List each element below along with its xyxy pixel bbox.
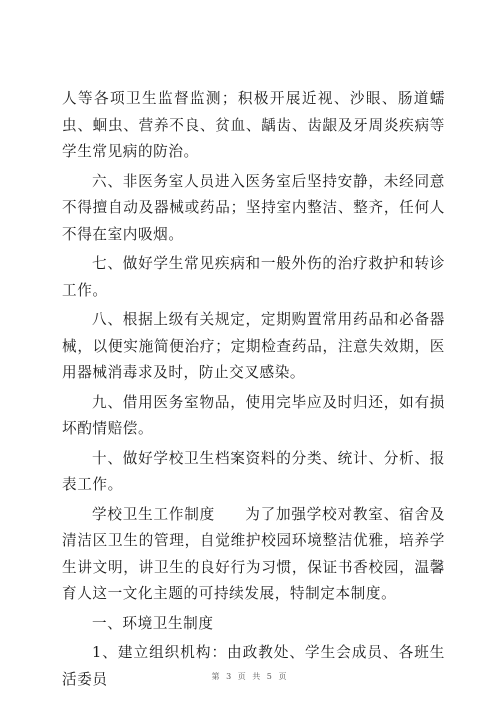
section-body: 为了加强学校对教室、宿舍及清洁区卫生的管理，自觉维护校园环境整洁优雅，培养学生讲文明，讲卫生的良好行为习惯，保证书香校园，温馨育人这一文化主题的可持续发展，特制定本制度。 <box>62 505 445 602</box>
paragraph-p4: 八、根据上级有关规定，定期购置常用药品和必备器械，以便实施简便治疗；定期检查药品，注意失效期，医用器械消毒求及时，防止交叉感染。 <box>62 311 445 381</box>
paragraph-p5: 九、借用医务室物品，使用完毕应及时归还，如有损坏酌情赔偿。 <box>62 393 445 437</box>
document-body <box>62 86 445 696</box>
paragraph-p3: 七、做好学生常见疾病和一般外伤的治疗救护和转诊工作。 <box>62 255 445 299</box>
heading-environment: 一、环境卫生制度 <box>92 614 214 632</box>
paragraph-p6: 十、做好学校卫生档案资料的分类、统计、分析、报表工作。 <box>62 449 445 493</box>
paragraph-p1: 人等各项卫生监督监测；积极开展近视、沙眼、肠道蠕虫、蛔虫、营养不良、贫血、龋齿、齿龈及牙周炎疾病等学生常见病的防治。 <box>62 90 445 160</box>
section-paragraph <box>62 502 445 608</box>
section-title: 学校卫生工作制度 <box>92 505 216 523</box>
paragraph-p2: 六、非医务室人员进入医务室后坚持安静，未经同意不得擅自动及器械或药品；坚持室内整洁、整齐，任何人不得在室内吸烟。 <box>62 172 445 243</box>
page-number: 第 3 页 共 5 页 <box>211 672 289 681</box>
list-item-1: 1、建立组织机构：由政教处、学生会成员、各班生活委员 <box>62 644 445 688</box>
